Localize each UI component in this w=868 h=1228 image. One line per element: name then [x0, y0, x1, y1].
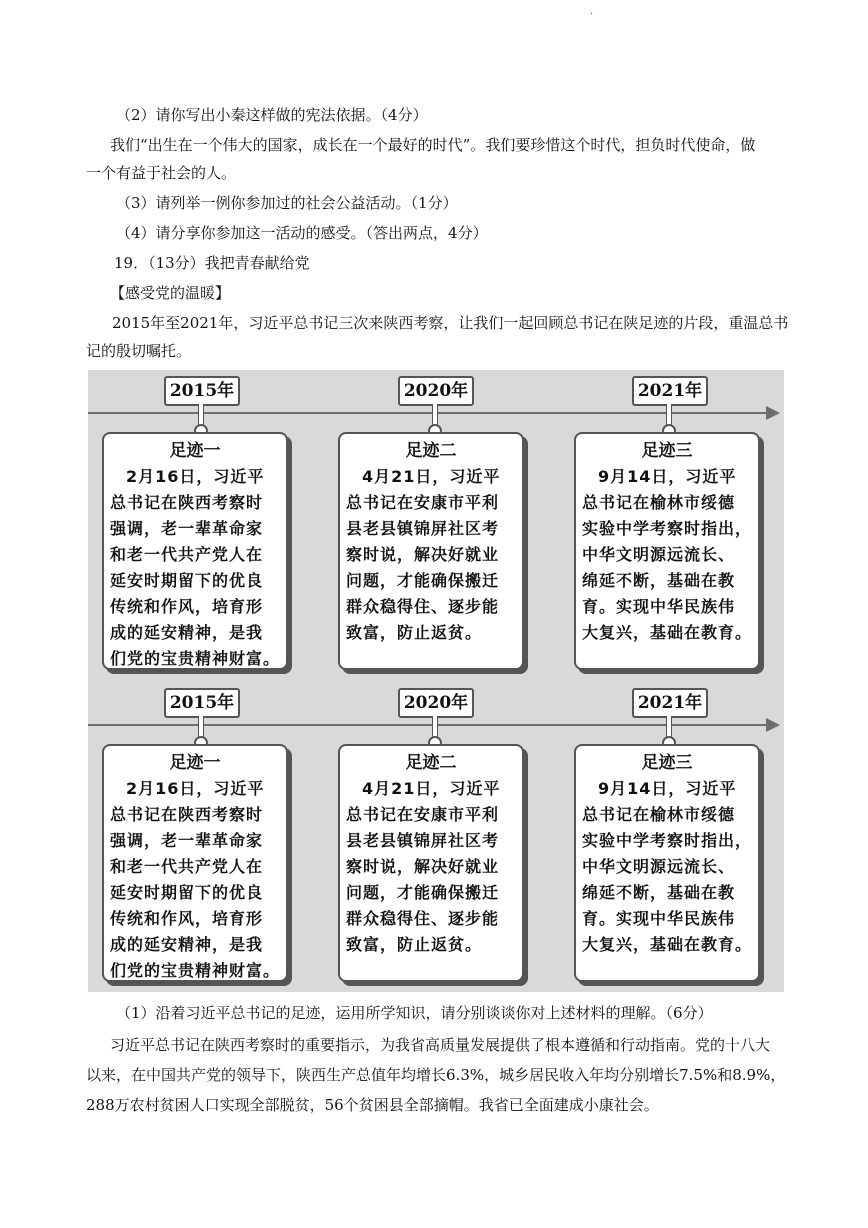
year-tab-2020: 2020年	[398, 688, 474, 718]
paragraph-2-line-2: 以来，在中国共产党的领导下，陕西生产总值年均增长6.3%，城乡居民收入年均分别增长7.5%和8.9%，	[86, 1066, 786, 1084]
section-title: 【感受党的温暖】	[110, 284, 231, 302]
card-line: 4月21日，习近平	[362, 779, 501, 798]
card-body	[582, 464, 752, 646]
paragraph-2-line-3: 288万农村贫困人口实现全部脱贫，56个贫困县全部摘帽。我省已全面建成小康社会。	[86, 1096, 659, 1114]
footprint-card-1	[102, 432, 288, 670]
card-body	[582, 776, 752, 958]
card-title: 足迹一	[169, 441, 221, 461]
card-line: 2月16日，习近平	[126, 467, 265, 486]
card-title: 足迹三	[641, 441, 693, 461]
card-line: 总书记在陕西考察时	[110, 493, 264, 512]
card-title: 足迹二	[405, 441, 457, 461]
card-line: 群众稳得住、逐步能	[346, 597, 500, 616]
connector-stem	[432, 404, 438, 426]
card-line: 强调，老一辈革命家	[110, 519, 264, 538]
card-line: 成的延安精神，是我	[110, 935, 264, 954]
question-18-3: （3）请列举一例你参加过的社会公益活动。（1分）	[116, 194, 458, 212]
intro-paragraph-line-2: 一个有益于社会的人。	[86, 164, 237, 182]
question-18-2: （2）请你写出小秦这样做的宪法依据。（4分）	[116, 106, 428, 124]
card-line: 大复兴，基础在教育。	[582, 623, 753, 642]
intro-paragraph-line-1: 我们“出生在一个伟大的国家，成长在一个最好的时代”。我们要珍惜这个时代，担负时代使命，做	[110, 136, 756, 154]
card-line: 问题，才能确保搬迁	[346, 883, 500, 902]
timeline-2	[88, 682, 784, 992]
year-tab-2015: 2015年	[164, 688, 240, 718]
card-title: 足迹三	[641, 753, 693, 773]
paragraph-2-line-1: 习近平总书记在陕西考察时的重要指示，为我省高质量发展提供了根本遵循和行动指南。党的十八大	[110, 1036, 771, 1054]
card-line: 强调，老一辈革命家	[110, 831, 264, 850]
card-line: 中华文明源远流长、	[582, 545, 736, 564]
card-line: 群众稳得住、逐步能	[346, 909, 500, 928]
header-mark: .	[590, 6, 594, 17]
card-body	[110, 776, 280, 984]
card-line: 总书记在陕西考察时	[110, 805, 264, 824]
card-body	[346, 776, 516, 958]
paragraph-1-line-2: 记的殷切嘱托。	[86, 342, 192, 360]
card-line: 们党的宝贵精神财富。	[110, 649, 281, 668]
card-line: 致富，防止返贫。	[346, 935, 483, 954]
card-line: 致富，防止返贫。	[346, 623, 483, 642]
footprint-card-3	[574, 744, 760, 982]
question-19-heading: 19．（13分）我把青春献给党	[114, 254, 310, 272]
connector-stem	[198, 716, 204, 738]
card-line: 们党的宝贵精神财富。	[110, 961, 281, 980]
card-body	[346, 464, 516, 646]
card-line: 绵延不断，基础在教	[582, 883, 736, 902]
card-body	[110, 464, 280, 672]
card-line: 察时说，解决好就业	[346, 857, 500, 876]
timeline-figure	[88, 370, 784, 992]
question-19-1: （1）沿着习近平总书记的足迹，运用所学知识，请分别谈谈你对上述材料的理解。（6分）	[116, 1004, 713, 1022]
year-tab-2021: 2021年	[632, 376, 708, 406]
footprint-card-3	[574, 432, 760, 670]
card-line: 总书记在榆林市绥德	[582, 805, 736, 824]
year-tab-2015: 2015年	[164, 376, 240, 406]
year-tab-2020: 2020年	[398, 376, 474, 406]
card-line: 成的延安精神，是我	[110, 623, 264, 642]
card-line: 县老县镇锦屏社区考	[346, 831, 500, 850]
footprint-card-2	[338, 744, 524, 982]
timeline-arrow-icon	[766, 406, 780, 420]
card-line: 问题，才能确保搬迁	[346, 571, 500, 590]
connector-stem	[666, 404, 672, 426]
card-line: 大复兴，基础在教育。	[582, 935, 753, 954]
card-line: 和老一代共产党人在	[110, 857, 264, 876]
card-line: 传统和作风，培育形	[110, 909, 264, 928]
card-line: 延安时期留下的优良	[110, 883, 264, 902]
question-18-4: （4）请分享你参加这一活动的感受。（答出两点，4分）	[116, 224, 488, 242]
card-line: 察时说，解决好就业	[346, 545, 500, 564]
card-line: 实验中学考察时指出，	[582, 519, 753, 538]
card-line: 总书记在榆林市绥德	[582, 493, 736, 512]
card-line: 传统和作风，培育形	[110, 597, 264, 616]
card-line: 2月16日，习近平	[126, 779, 265, 798]
footprint-card-2	[338, 432, 524, 670]
card-line: 延安时期留下的优良	[110, 571, 264, 590]
card-title: 足迹一	[169, 753, 221, 773]
card-line: 县老县镇锦屏社区考	[346, 519, 500, 538]
card-line: 中华文明源远流长、	[582, 857, 736, 876]
timeline-arrow-icon	[766, 718, 780, 732]
card-title: 足迹二	[405, 753, 457, 773]
card-line: 9月14日，习近平	[598, 467, 737, 486]
card-line: 实验中学考察时指出，	[582, 831, 753, 850]
card-line: 9月14日，习近平	[598, 779, 737, 798]
card-line: 育。实现中华民族伟	[582, 909, 736, 928]
card-line: 和老一代共产党人在	[110, 545, 264, 564]
connector-stem	[666, 716, 672, 738]
year-tab-2021: 2021年	[632, 688, 708, 718]
connector-stem	[432, 716, 438, 738]
footprint-card-1	[102, 744, 288, 982]
card-line: 4月21日，习近平	[362, 467, 501, 486]
timeline-1	[88, 370, 784, 680]
card-line: 绵延不断，基础在教	[582, 571, 736, 590]
card-line: 总书记在安康市平利	[346, 493, 500, 512]
connector-stem	[198, 404, 204, 426]
card-line: 总书记在安康市平利	[346, 805, 500, 824]
paragraph-1-line-1: 2015年至2021年，习近平总书记三次来陕西考察，让我们一起回顾总书记在陕足迹的片段，重温总书	[112, 314, 789, 332]
card-line: 育。实现中华民族伟	[582, 597, 736, 616]
